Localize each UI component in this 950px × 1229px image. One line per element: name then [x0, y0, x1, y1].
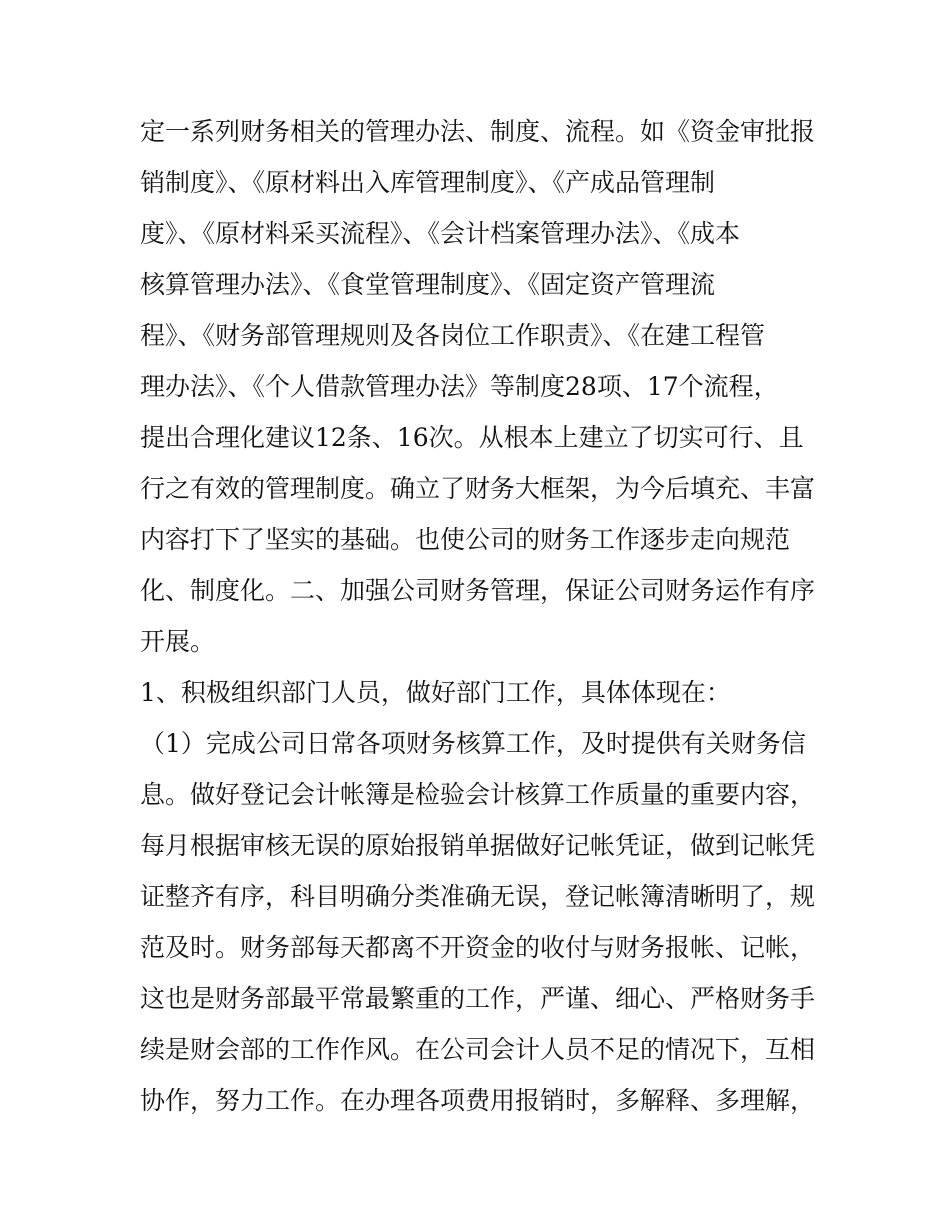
text-line: 行之有效的管理制度。确立了财务大框架，为今后填充、丰富 [140, 474, 816, 503]
text-line: 续是财会部的工作作风。在公司会计人员不足的情况下，互相 [140, 1035, 816, 1064]
text-line: 开展。 [140, 627, 216, 656]
text-line: 每月根据审核无误的原始报销单据做好记帐凭证，做到记帐凭 [140, 831, 816, 860]
text-line: 理办法》、《个人借款管理办法》等制度28项、17个流程， [140, 372, 779, 401]
text-line: 证整齐有序，科目明确分类准确无误，登记帐簿清晰明了，规 [140, 882, 816, 911]
text-line: 化、制度化。二、加强公司财务管理，保证公司财务运作有序 [140, 576, 816, 605]
text-line: 度》、《原材料采买流程》、《会计档案管理办法》、《成本 [140, 219, 741, 248]
text-line: 内容打下了坚实的基础。也使公司的财务工作逐步走向规范 [140, 525, 791, 554]
text-line: 提出合理化建议12条、16次。从根本上建立了切实可行、且 [140, 423, 804, 452]
text-line: 核算管理办法》、《食堂管理制度》、《固定资产管理流 [140, 270, 716, 299]
text-line: 这也是财务部最平常最繁重的工作，严谨、细心、严格财务手 [140, 984, 816, 1013]
text-line: 范及时。财务部每天都离不开资金的收付与财务报帐、记帐， [140, 933, 816, 962]
document-body [140, 106, 820, 1126]
text-line: 协作，努力工作。在办理各项费用报销时，多解释、多理解， [140, 1086, 816, 1115]
text-line: 程》、《财务部管理规则及各岗位工作职责》、《在建工程管 [140, 321, 766, 350]
text-line: 销制度》、《原材料出入库管理制度》、《产成品管理制 [140, 168, 716, 197]
text-line: 1、积极组织部门人员，做好部门工作，具体体现在： [140, 678, 731, 707]
text-line: 定一系列财务相关的管理办法、制度、流程。如《资金审批报 [140, 117, 816, 146]
text-line: 息。做好登记会计帐簿是检验会计核算工作质量的重要内容， [140, 780, 816, 809]
text-line: （1）完成公司日常各项财务核算工作，及时提供有关财务信 [140, 729, 806, 758]
